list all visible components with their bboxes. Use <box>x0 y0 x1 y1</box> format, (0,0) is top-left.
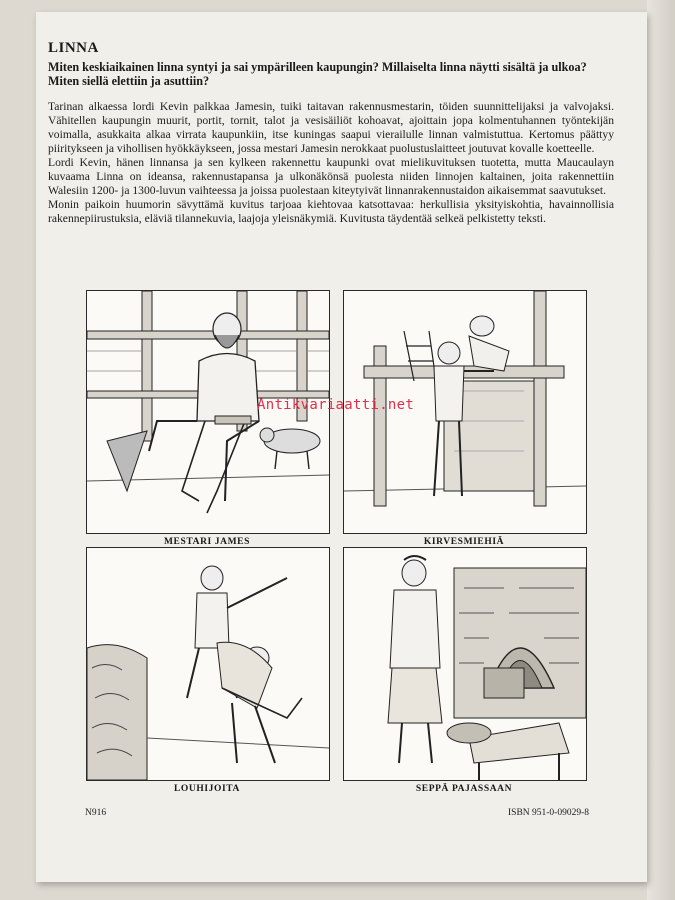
book-subtitle: Miten keskiaikainen linna syntyi ja sai ympärilleen kaupungin? Millaiselta linna näytti sisältä ja ulkoa? Miten siellä elettiin ja asuttiin? <box>48 60 587 88</box>
caption-kirvesmiehia: KIRVESMIEHIÄ <box>423 537 505 547</box>
illustration-seppa-pajassaan <box>343 547 587 781</box>
quarrymen-drawing <box>87 548 329 780</box>
blacksmith-drawing <box>344 548 586 780</box>
product-code: N916 <box>85 808 107 818</box>
blurb-paragraph: Tarinan alkaessa lordi Kevin palkkaa Jamesin, tuiki taitavan rakennusmestarin, töiden suunnittelijaksi ja valvojaksi. Vähitellen kaupungin muurit, portit, tornit, talot ja vesisäiliöt kohoavat, ajoittain jopa kolmentuhannen työntekijän voimalla, asukkaita alkaa virrata kaupunkiin, itse kuningas saapui vierailulle linnan valmistuttua. Kertomus päättyy piiritykseen ja vihollisen hyökkäykseen, jossa mestari Jamesin nerokkaat puolustuslaitteet joutuvat kovalle koetteelle. <box>48 100 614 155</box>
caption-louhijoita: LOUHIJOITA <box>173 784 240 794</box>
watermark-text: Antikvariaatti.net <box>257 397 415 413</box>
book-title: LINNA <box>48 40 99 56</box>
blurb-paragraph: Lordi Kevin, hänen linnansa ja sen kylkeen rakennettu kaupunki ovat mielikuvituksen tuotetta, mutta Maucaulayn kuvaama Linna on ideansa, rakennustapansa ja ulkonäkönsä puolesta niiden linnojen kaltainen, joita rakennettiin Walesiin 1200- ja 1300-luvun vaihteessa ja joissa puolestaan kiteytyivät linnanrakennustaidon aikaisemmat saavutukset. <box>48 156 614 197</box>
caption-mestari-james: MESTARI JAMES <box>163 537 250 547</box>
caption-seppa-pajassaan: SEPPÄ PAJASSAAN <box>415 784 513 794</box>
blurb-text <box>48 100 614 226</box>
blurb-paragraph: Monin paikoin huumorin sävyttämä kuvitus tarjoaa kiehtovaa katsottavaa: herkullisia yksityiskohtia, havainnollisia rakennepiirustuksia, eläviä tilannekuvia, laajoja yleisnäkymiä. Kuvitusta täydentää selkeä pelkistetty teksti. <box>48 198 614 225</box>
book-edge-shadow <box>647 0 675 900</box>
isbn-number: ISBN 951-0-09029-8 <box>508 808 590 818</box>
illustration-louhijoita <box>86 547 330 781</box>
